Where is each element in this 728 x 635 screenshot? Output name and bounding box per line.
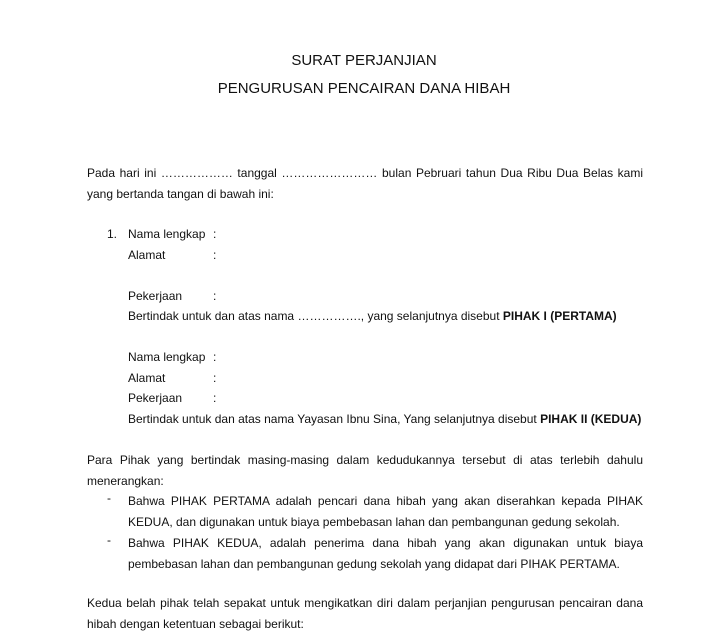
party1-job-colon: : [213,289,217,303]
party2-address-colon: : [213,371,217,385]
bullet-text: Bahwa PIHAK KEDUA, adalah penerima dana hibah yang akan digunakan untuk biaya pembebasan lahan dan pembangunan gedung sekolah yang didapat dari PIHAK PERTAMA. [128,536,643,571]
bullet-mark: - [107,491,111,505]
explain-paragraph: Para Pihak yang bertindak masing-masing dalam kedudukannya tersebut di atas terlebih dahulu menerangkan: [87,453,643,488]
party1-act-line [128,309,617,323]
document-title: SURAT PERJANJIAN [291,52,437,69]
party1-number: 1. [107,227,118,241]
agreement-paragraph: Kedua belah pihak telah sepakat untuk mengikatkan diri dalam perjanjian pengurusan pencairan dana hibah dengan ketentuan sebagai berikut: [87,596,643,631]
party2-designation: PIHAK II (KEDUA) [540,412,642,426]
party2-address-label: Alamat [128,371,166,385]
bullet-mark: - [107,533,111,547]
party1-designation: PIHAK I (PERTAMA) [502,309,617,323]
party2-name-label: Nama lengkap [128,350,206,364]
party1-name-label: Nama lengkap [128,227,206,241]
party1-address-label: Alamat [128,248,166,262]
bullet-text: Bahwa PIHAK PERTAMA adalah pencari dana hibah yang akan diserahkan kepada PIHAK KEDUA, dan digunakan untuk biaya pembebasan lahan dan pembangunan gedung sekolah. [128,494,643,529]
document-subtitle: PENGURUSAN PENCAIRAN DANA HIBAH [217,80,511,97]
party1-name-colon: : [213,227,217,241]
party2-job-colon: : [213,391,217,405]
party1-job-label: Pekerjaan [128,289,183,303]
party1-act-text: Bertindak untuk dan atas nama ……………., yang selanjutnya disebut [128,309,503,323]
party2-job-label: Pekerjaan [128,391,183,405]
intro-paragraph: Pada hari ini ……………… tanggal …………………… bulan Pebruari tahun Dua Ribu Dua Belas kami yang bertanda tangan di bawah ini: [87,166,643,201]
party1-address-colon: : [213,248,217,262]
party2-act-line [128,412,641,426]
party2-name-colon: : [213,350,217,364]
party2-act-text: Bertindak untuk dan atas nama Yayasan Ibnu Sina, Yang selanjutnya disebut [128,412,541,426]
